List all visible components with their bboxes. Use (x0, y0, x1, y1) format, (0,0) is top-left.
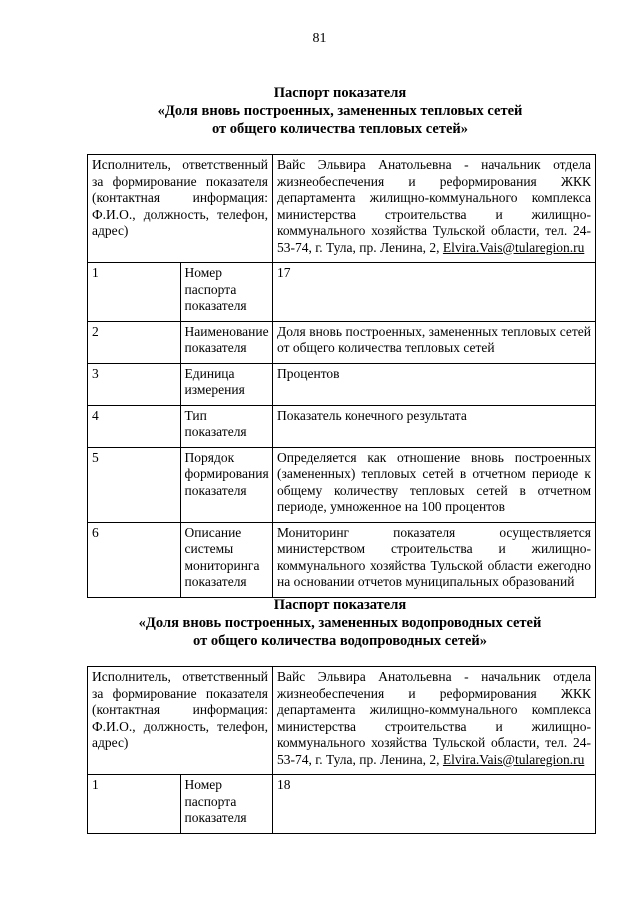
passport-table-2 (87, 666, 596, 834)
row-value: 17 (273, 263, 596, 322)
title-line: от общего количества тепловых сетей» (211, 121, 469, 137)
row-name: Порядок формирования показателя (180, 447, 273, 522)
row-value: Мониторинг показателя осуществляется министерством строительства и жилищно-коммунального хозяйства Тульской области ежегодно на основании отчетов муниципальных образований (273, 522, 596, 597)
passport-title-1 (60, 84, 620, 138)
row-number: 1 (88, 775, 181, 834)
title-line: от общего количества водопроводных сетей» (193, 633, 487, 649)
row-value: Определяется как отношение вновь построенных (замененных) тепловых сетей в отчетном периоде к общему количеству тепловых сетей в отчетном периоде, умноженное на 100 процентов (273, 447, 596, 522)
executor-email-link[interactable]: Elvira.Vais@tularegion.ru (442, 239, 585, 255)
title-line: «Доля вновь построенных, замененных водопроводных сетей (138, 615, 542, 631)
row-number: 2 (88, 321, 181, 363)
row-number: 5 (88, 447, 181, 522)
table-row (88, 447, 596, 522)
executor-value (273, 667, 596, 775)
title-line: Паспорт показателя (273, 85, 407, 101)
row-value: 18 (273, 775, 596, 834)
row-value: Процентов (273, 363, 596, 405)
row-number: 3 (88, 363, 181, 405)
row-name: Наименование показателя (180, 321, 273, 363)
table-row (88, 321, 596, 363)
table-row (88, 263, 596, 322)
row-number: 6 (88, 522, 181, 597)
row-number: 4 (88, 405, 181, 447)
executor-label: Исполнитель, ответственный за формирование показателя (контактная информация: Ф.И.О., должность, телефон, адрес) (88, 155, 273, 263)
row-name: Единица измерения (180, 363, 273, 405)
title-line: Паспорт показателя (273, 597, 407, 613)
passport-table-1 (87, 154, 596, 598)
executor-text: Вайс Эльвира Анатольевна - начальник отдела жизнеобеспечения и реформирования ЖКК департамента жилищно-коммунального комплекса министерства строительства и жилищно-коммунального хозяйства Тульской области, тел. 24-53-74, г. Тула, пр. Ленина, 2, (277, 669, 591, 767)
executor-label: Исполнитель, ответственный за формирование показателя (контактная информация: Ф.И.О., должность, телефон, адрес) (88, 667, 273, 775)
table-row (88, 775, 596, 834)
table-row (88, 363, 596, 405)
executor-email-link[interactable]: Elvira.Vais@tularegion.ru (442, 751, 585, 767)
executor-value (273, 155, 596, 263)
row-value: Показатель конечного результата (273, 405, 596, 447)
row-name: Описание системы мониторинга показателя (180, 522, 273, 597)
page-number: 81 (312, 31, 327, 46)
executor-text: Вайс Эльвира Анатольевна - начальник отдела жизнеобеспечения и реформирования ЖКК департамента жилищно-коммунального комплекса министерства строительства и жилищно-коммунального хозяйства Тульской области, тел. 24-53-74, г. Тула, пр. Ленина, 2, (277, 157, 591, 255)
row-name: Номер паспорта показателя (180, 775, 273, 834)
row-name: Номер паспорта показателя (180, 263, 273, 322)
table-row (88, 522, 596, 597)
table-row (88, 405, 596, 447)
executor-row (88, 155, 596, 263)
title-line: «Доля вновь построенных, замененных тепловых сетей (157, 103, 523, 119)
passport-title-2 (60, 596, 620, 650)
row-number: 1 (88, 263, 181, 322)
executor-row (88, 667, 596, 775)
row-name: Тип показателя (180, 405, 273, 447)
row-value: Доля вновь построенных, замененных тепловых сетей от общего количества тепловых сетей (273, 321, 596, 363)
